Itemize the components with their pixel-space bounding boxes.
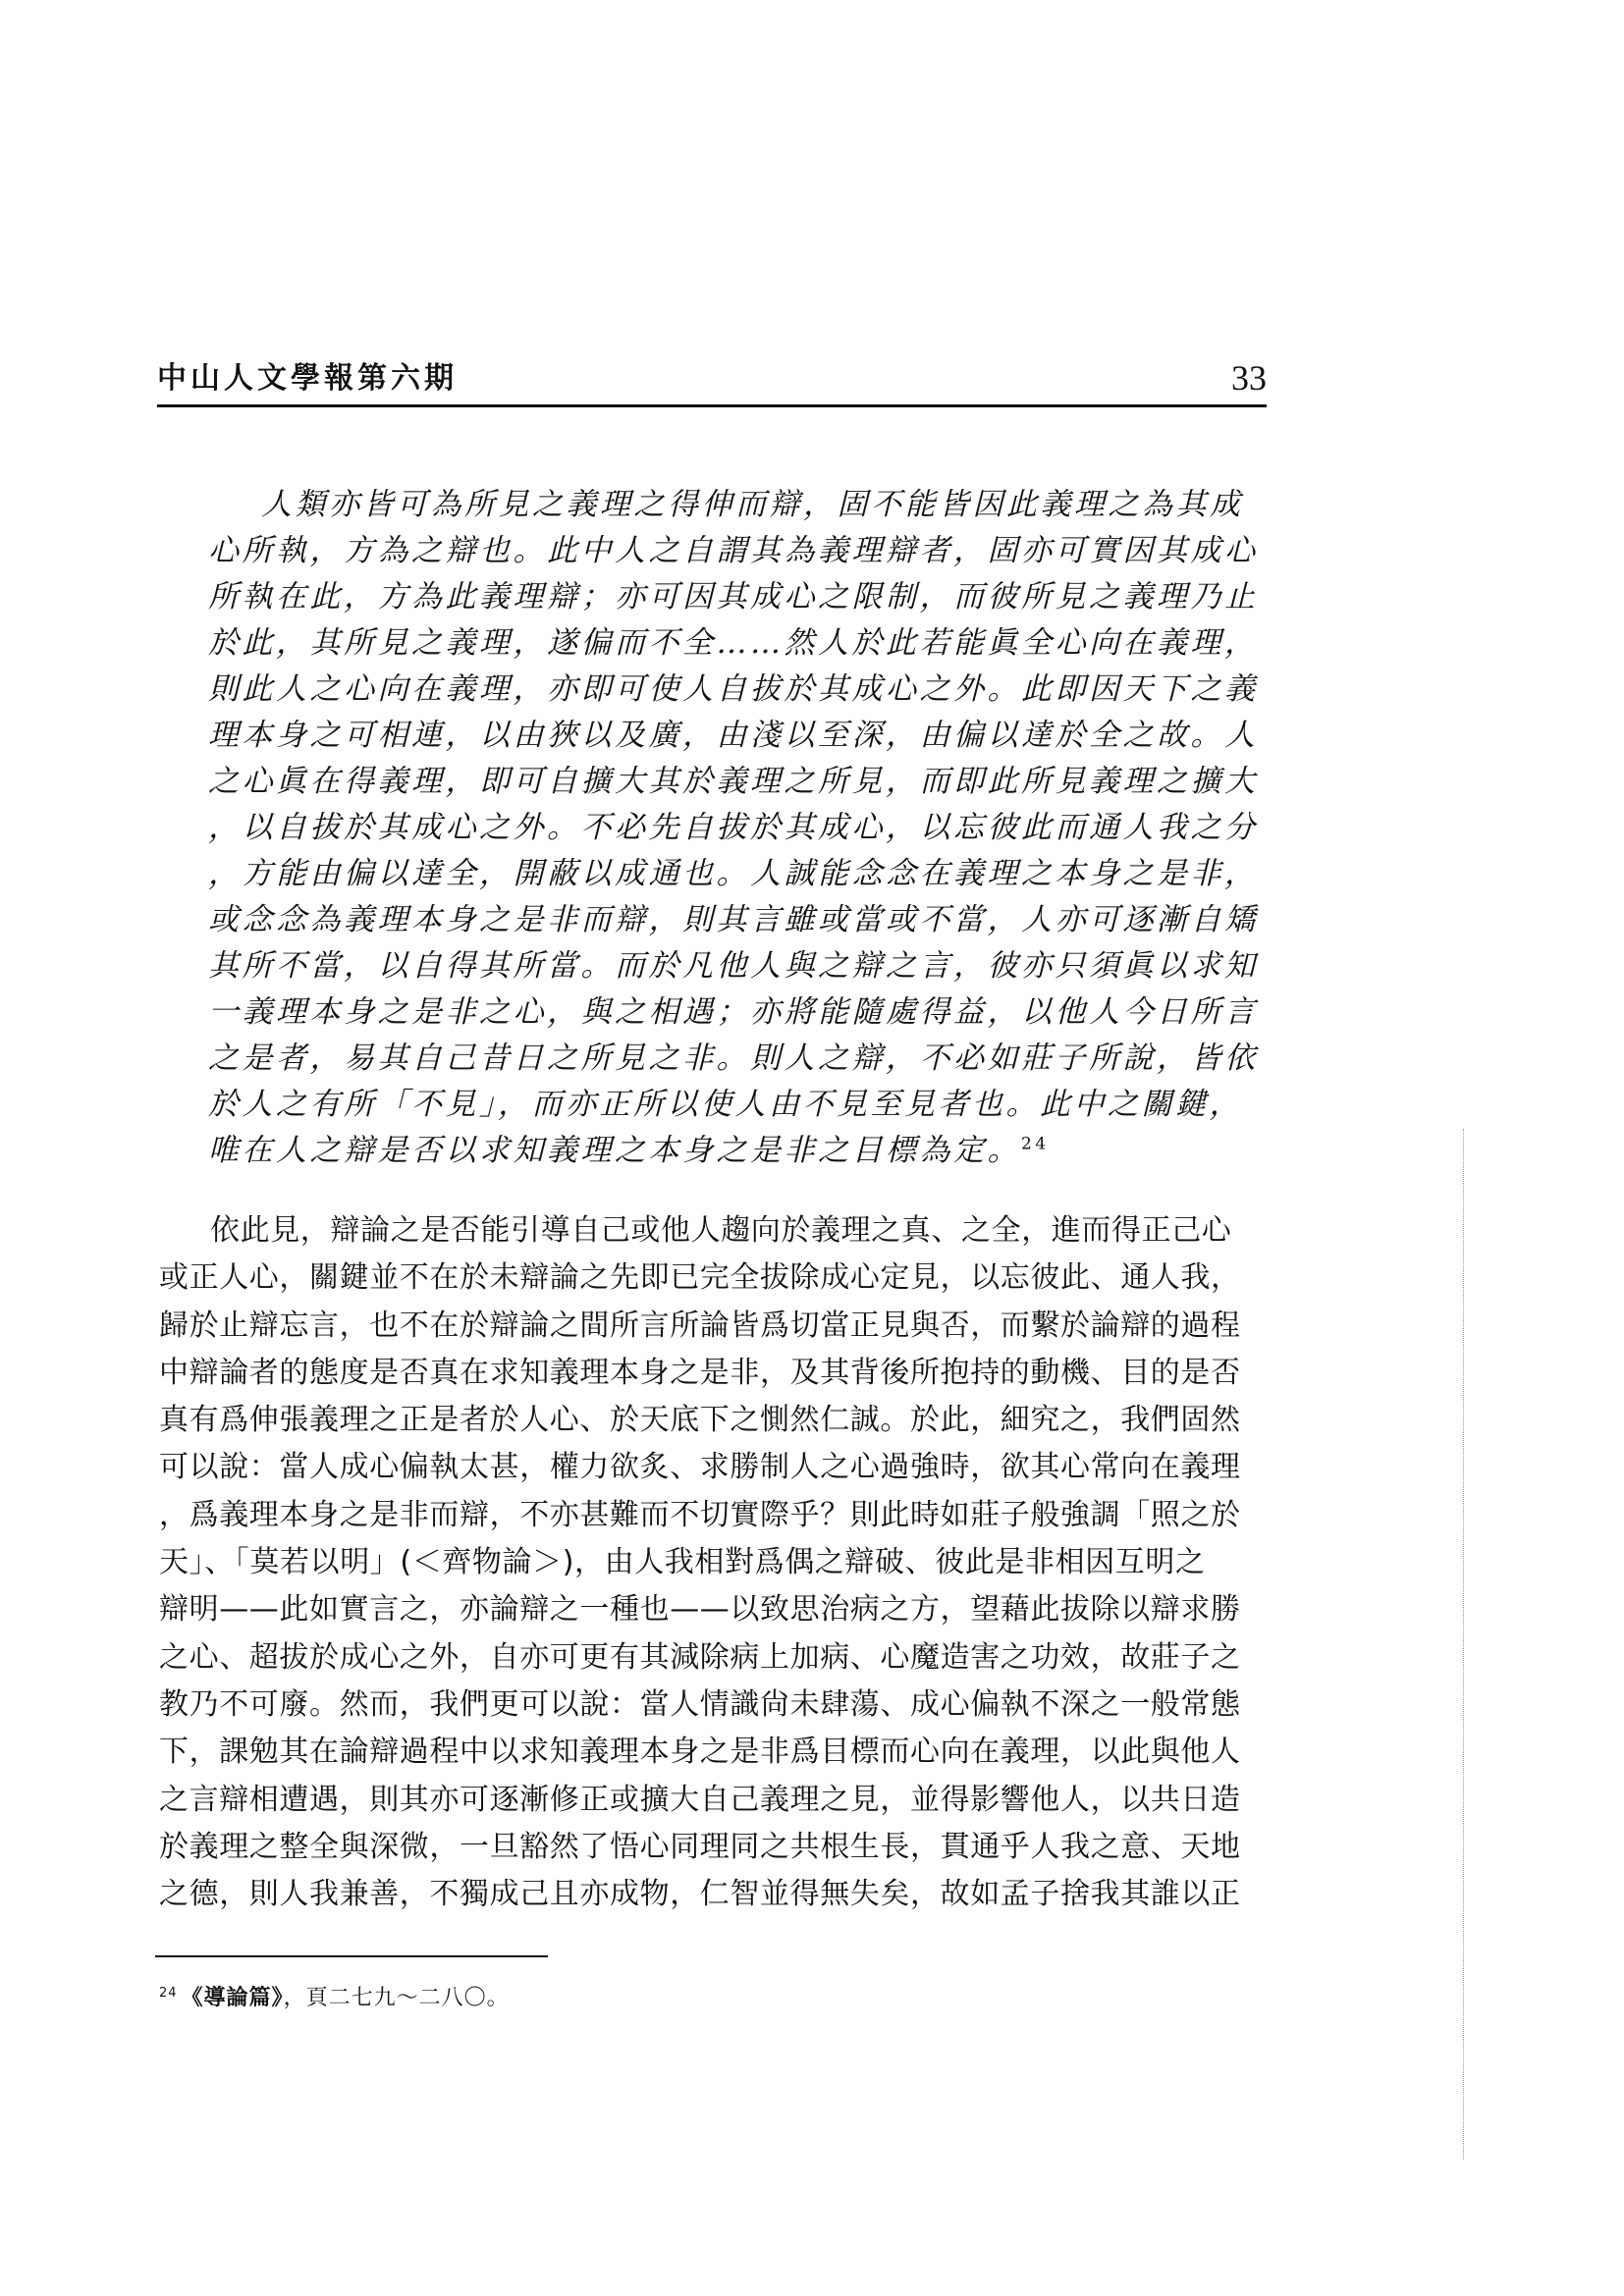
- body-line: 天」、「莫若以明」(＜齊物論＞)，由人我相對爲偶之辯破、彼此是非相因互明之: [159, 1545, 1206, 1580]
- body-line: 中辯論者的態度是否真在求知義理本身之是非，及其背後所抱持的動機、目的是否: [159, 1355, 1241, 1390]
- body-line: 歸於止辯忘言，也不在於辯論之間所言所論皆爲切當正見與否，而繫於論辯的過程: [159, 1308, 1241, 1343]
- quote-line: 或念念為義理本身之是非而辯，則其言雖或當或不當，人亦可逐漸自矯: [208, 902, 1259, 937]
- body-line: 之心、超拔於成心之外，自亦可更有其減除病上加病、心魔造害之功效，故莊子之: [159, 1639, 1241, 1675]
- quote-line: 其所不當，以自得其所當。而於凡他人與之辯之言，彼亦只須眞以求知: [208, 948, 1259, 984]
- body-line: 下，課勉其在論辯過程中以求知義理本身之是非爲目標而心向在義理，以此與他人: [159, 1735, 1241, 1770]
- body-line: 辯明——此如實言之，亦論辯之一種也——以致思治病之方，望藉此拔除以辯求勝: [159, 1592, 1241, 1628]
- quote-line: 之是者，易其自己昔日之所見之非。則人之辯，不必如莊子所說，皆依: [208, 1041, 1259, 1076]
- footnote-reference[interactable]: 24: [1021, 1134, 1050, 1154]
- journal-title: 中山人文學報第六期: [157, 361, 458, 396]
- quote-line: 一義理本身之是非之心，與之相遇；亦將能隨處得益，以他人今日所言: [208, 994, 1259, 1030]
- quote-line: 心所執，方為之辯也。此中人之自謂其為義理辯者，固亦可實因其成心: [208, 533, 1259, 568]
- footnote-pages: ，頁二七九～二八〇。: [283, 1986, 510, 2010]
- body-line: 之言辯相遭遇，則其亦可逐漸修正或擴大自己義理之見，並得影響他人，以共日造: [159, 1782, 1241, 1817]
- body-line: 教乃不可廢。然而，我們更可以說：當人情識尙未肆蕩、成心偏執不深之一般常態: [159, 1686, 1241, 1722]
- quote-line: 於此，其所見之義理，遂偏而不全……然人於此若能眞全心向在義理，: [208, 625, 1259, 661]
- quote-line: 所執在此，方為此義理辯；亦可因其成心之限制，而彼所見之義理乃止: [208, 579, 1259, 614]
- footnote: [159, 1981, 510, 2011]
- quote-line: ，方能由偏以達全，開蔽以成通也。人誠能念念在義理之本身之是非，: [208, 856, 1259, 891]
- body-paragraph: [159, 1207, 1269, 1918]
- quote-line-text: 唯在人之辯是否以求知義理之本身之是非之目標為定。: [208, 1133, 1021, 1168]
- page-number: 33: [1231, 358, 1267, 398]
- footnote-number: 24: [159, 1985, 178, 2001]
- quote-line: 於人之有所「不見」，而亦正所以使人由不見至見者也。此中之關鍵，: [208, 1087, 1243, 1122]
- quote-line: 則此人之心向在義理，亦即可使人自拔於其成心之外。此即因天下之義: [208, 671, 1259, 707]
- body-line: 依此見，辯論之是否能引導自己或他人趨向於義理之真、之全，進而得正己心: [210, 1213, 1232, 1248]
- scan-edge-mark: [1463, 1129, 1464, 2160]
- body-line: 之德，則人我兼善，不獨成己且亦成物，仁智並得無失矣，故如孟子捨我其誰以正: [159, 1877, 1241, 1912]
- running-header: [157, 355, 1267, 407]
- quote-line: ，以自拔於其成心之外。不必先自拔於其成心，以忘彼此而通人我之分: [208, 810, 1259, 845]
- body-line: 真有爲伸張義理之正是者於人心、於天底下之惻然仁誠。於此，細究之，我們固然: [159, 1403, 1241, 1438]
- quote-line-last: [208, 1128, 1269, 1174]
- quote-line: 理本身之可相連，以由狹以及廣，由淺以至深，由偏以達於全之故。人: [208, 718, 1259, 753]
- footnote-separator: [155, 1955, 548, 1957]
- block-quote: [208, 482, 1269, 1174]
- body-line: 或正人心，關鍵並不在於未辯論之先即已完全拔除成心定見，以忘彼此、通人我，: [159, 1260, 1241, 1296]
- body-line: ，爲義理本身之是非而辯，不亦甚難而不切實際乎？則此時如莊子般強調「照之於: [159, 1497, 1241, 1532]
- body-line: 於義理之整全與深微，一旦豁然了悟心同理同之共根生長，貫通乎人我之意、天地: [159, 1829, 1241, 1864]
- footnote-work-title: 《導論篇》: [181, 1986, 284, 2010]
- body-line: 可以說：當人成心偏執太甚，權力欲炙、求勝制人之心過強時，欲其心常向在義理: [159, 1450, 1241, 1485]
- quote-line: 之心眞在得義理，即可自擴大其於義理之所見，而即此所見義理之擴大: [208, 764, 1259, 799]
- quote-line: 人類亦皆可為所見之義理之得伸而辯，固不能皆因此義理之為其成: [261, 487, 1244, 522]
